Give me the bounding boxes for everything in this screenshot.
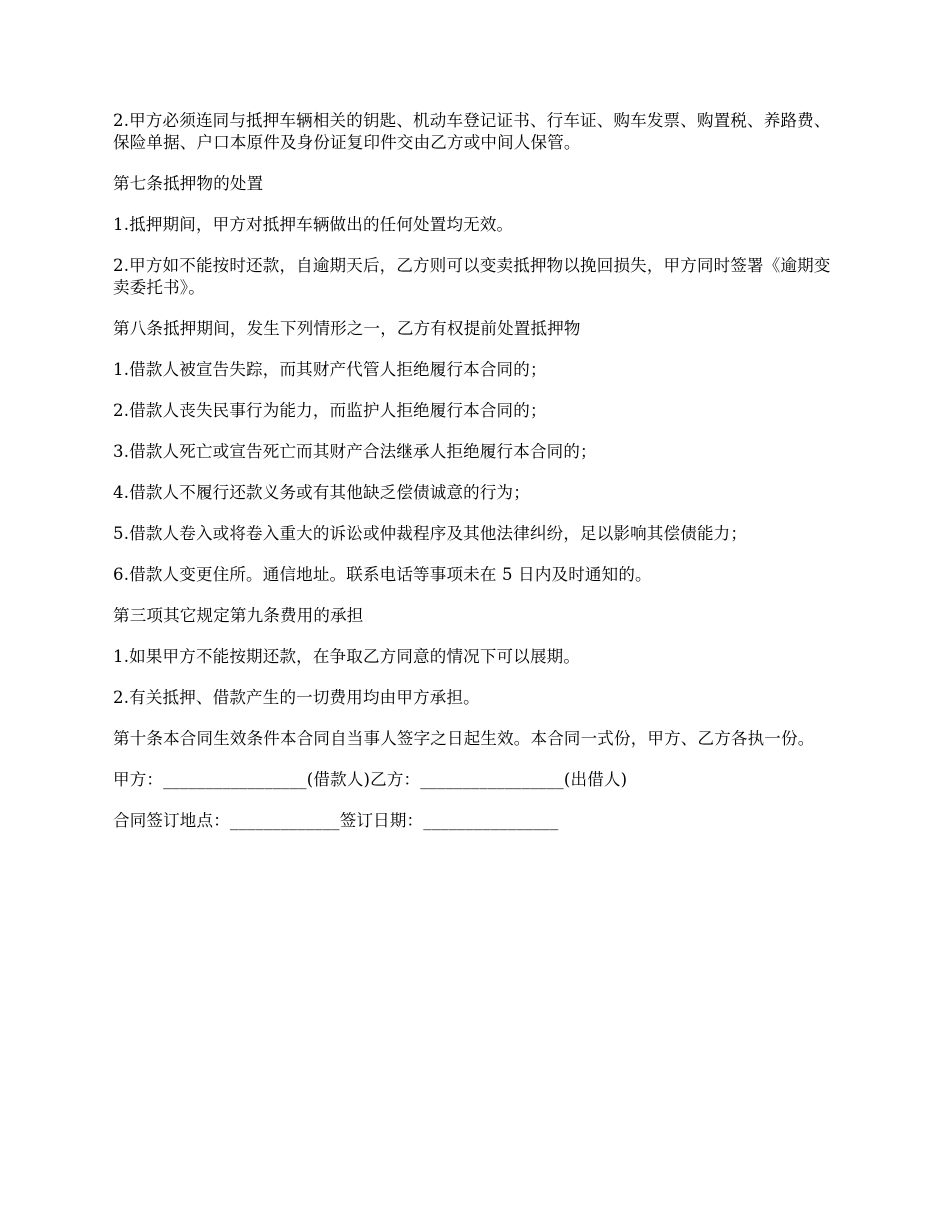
article-7-item-1: 1.抵押期间，甲方对抵押车辆做出的任何处置均无效。 — [113, 215, 514, 234]
article-8-item-6: 6.借款人变更住所。通信地址。联系电话等事项未在 5 日内及时通知的。 — [113, 565, 652, 584]
article-9-heading: 第三项其它规定第九条费用的承担 — [113, 606, 364, 625]
signing-place-date-line: 合同签订地点：_____________签订日期：________________ — [113, 811, 559, 830]
article-8-heading: 第八条抵押期间，发生下列情形之一，乙方有权提前处置抵押物 — [113, 319, 581, 338]
article-7-item-2: 2.甲方如不能按时还款，自逾期天后，乙方则可以变卖抵押物以挽回损失，甲方同时签署《逾期变卖委托书》。 — [113, 256, 831, 297]
contract-page — [113, 110, 843, 851]
article-9-item-1: 1.如果甲方不能按期还款，在争取乙方同意的情况下可以展期。 — [113, 647, 581, 666]
signature-parties-line: 甲方：_________________(借款人)乙方：_________________(出借人) — [113, 770, 628, 789]
article-10-effective-clause: 第十条本合同生效条件本合同自当事人签字之日起生效。本合同一式份，甲方、乙方各执一份。 — [113, 729, 815, 748]
article-8-item-3: 3.借款人死亡或宣告死亡而其财产合法继承人拒绝履行本合同的； — [113, 442, 597, 461]
article-8-item-1: 1.借款人被宣告失踪，而其财产代管人拒绝履行本合同的； — [113, 360, 547, 379]
article-8-item-2: 2.借款人丧失民事行为能力，而监护人拒绝履行本合同的； — [113, 401, 547, 420]
article-8-item-4: 4.借款人不履行还款义务或有其他缺乏偿债诚意的行为； — [113, 483, 530, 502]
article-9-item-2: 2.有关抵押、借款产生的一切费用均由甲方承担。 — [113, 688, 480, 707]
clause-vehicle-documents: 2.甲方必须连同与抵押车辆相关的钥匙、机动车登记证书、行车证、购车发票、购置税、养路费、保险单据、户口本原件及身份证复印件交由乙方或中间人保管。 — [113, 111, 831, 152]
article-8-item-5: 5.借款人卷入或将卷入重大的诉讼或仲裁程序及其他法律纠纷，足以影响其偿债能力； — [113, 524, 748, 543]
article-7-heading: 第七条抵押物的处置 — [113, 174, 264, 193]
